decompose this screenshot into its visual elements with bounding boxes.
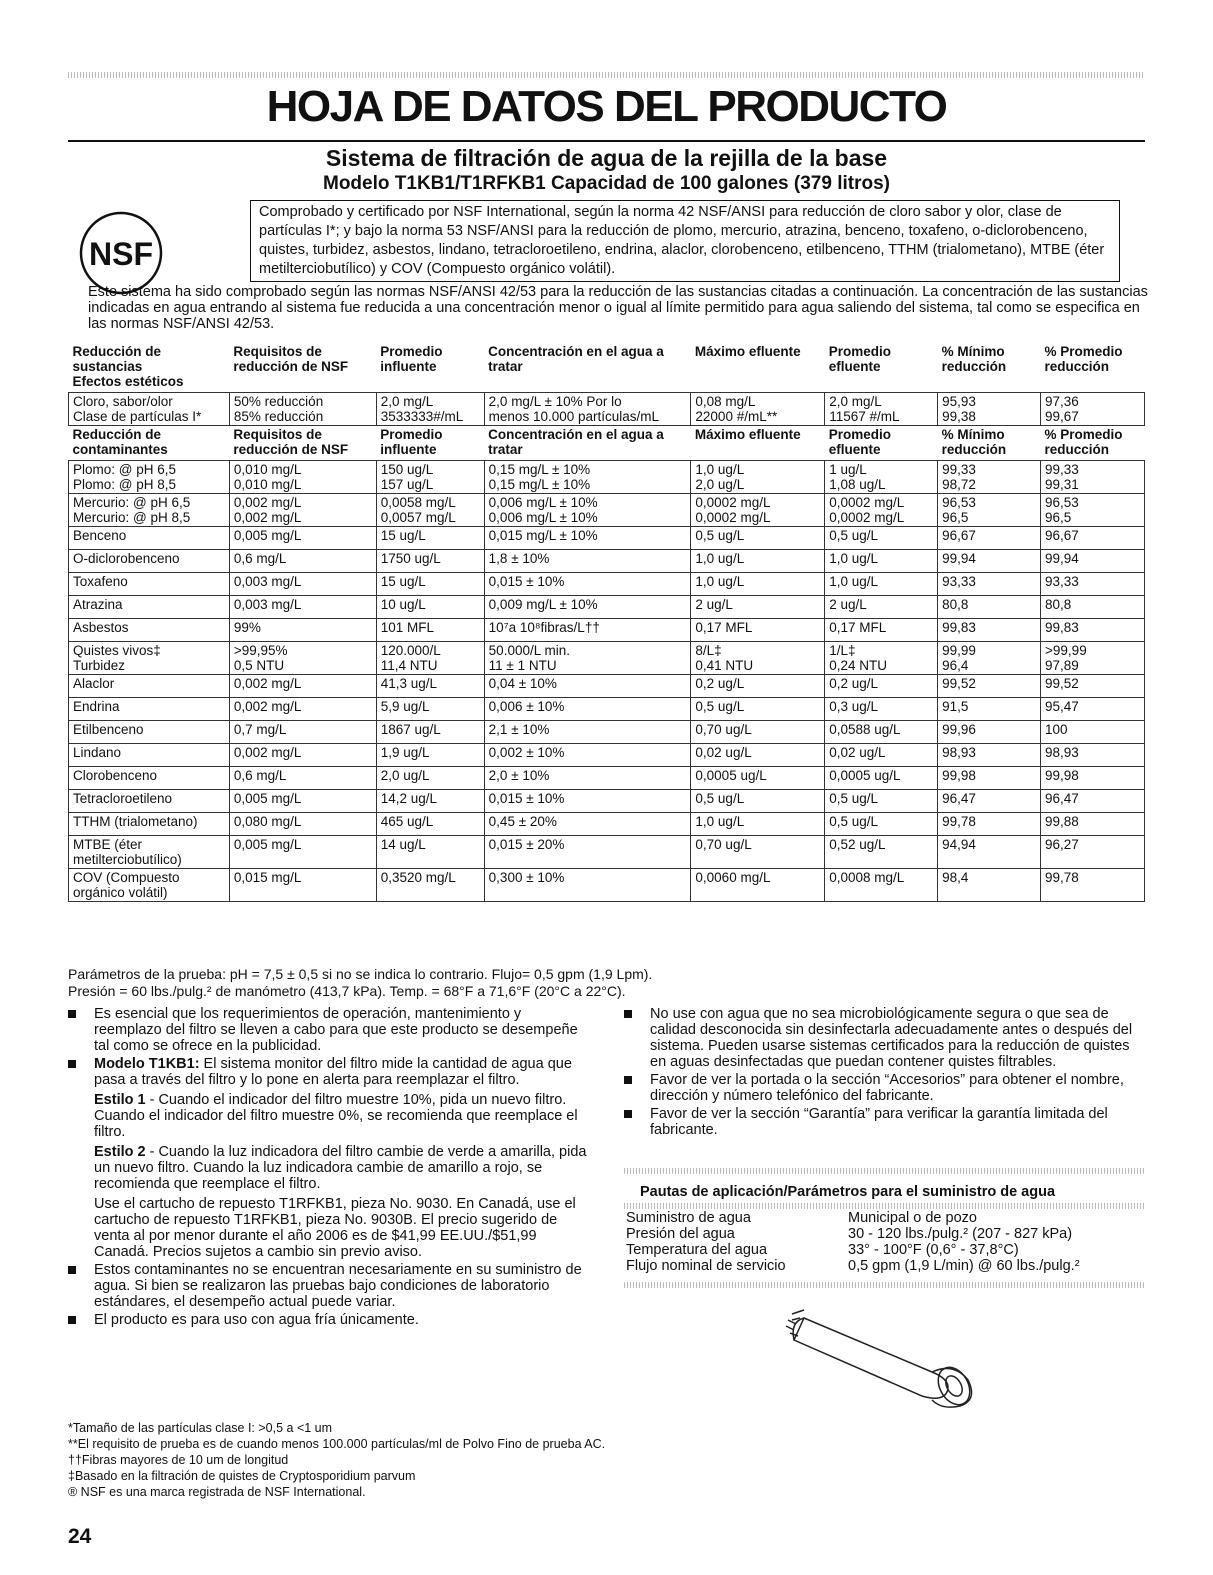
table-cell: 99% <box>229 619 376 642</box>
table-cell: 150 ug/L 157 ug/L <box>376 461 484 494</box>
params-line-1: Parámetros de la prueba: pH = 7,5 ± 0,5 si no se indica lo contrario. Flujo= 0,5 gpm (1,9 Lpm). <box>68 966 653 982</box>
list-item: Estos contaminantes no se encuentran necesariamente en su suministro de agua. Si bien se realizaron las pruebas bajo condiciones de laboratorio estándares, el desempeño actual puede variar. <box>68 1262 588 1310</box>
footnote: ® NSF es una marca registrada de NSF International. <box>68 1485 366 1499</box>
table-row <box>69 494 1145 527</box>
table-cell: 0,3 ug/L <box>825 698 938 721</box>
table-cell: 101 MFL <box>376 619 484 642</box>
table-cell: 95,93 99,38 <box>938 393 1041 426</box>
table-cell: Alaclor <box>69 675 230 698</box>
table-row: Flujo nominal de servicio 0,5 gpm (1,9 L/min) @ 60 lbs./pulg.² <box>626 1258 1080 1274</box>
table-cell: 96,47 <box>1041 790 1145 813</box>
table-cell: 0,52 ug/L <box>825 836 938 869</box>
table-cell: 2,0 ± 10% <box>484 767 691 790</box>
footnote: ‡Basado en la filtración de quistes de Cryptosporidium parvum <box>68 1469 416 1483</box>
list-item: Es esencial que los requerimientos de operación, mantenimiento y reemplazo del filtro se lleven a cabo para que este producto se desempeñe tal como se ofrece en la publicidad. <box>68 1006 588 1054</box>
table-cell: 98,93 <box>1041 744 1145 767</box>
table-cell: 99,83 <box>1041 619 1145 642</box>
list-item: Modelo T1KB1: El sistema monitor del filtro mide la cantidad de agua que pasa a través del filtro y lo pone en alerta para reemplazar el filtro. Estilo 1 - Cuando el indicador del filtro muestre 10%, pida un nuevo filtro. Cuando el indicador del filtro muestre 0%, se recomienda que reemplace el filtro. Estilo 2 - Cuando la luz indicadora del filtro cambie de verde a amarilla, pida un nuevo filtro. Cuando la luz indicadora cambie de amarillo a rojo, se recomienda que reemplace el filtro. Use el cartucho de repuesto T1RFKB1, pieza No. 9030. En Canadá, use el cartucho de repuesto T1RFKB1, pieza No. 9030B. El precio sugerido de venta al por menor durante el año 2006 es de $41,99 EE.UU./$51,99 Canadá. Precios sujetos a cambio sin previo aviso. <box>68 1056 588 1260</box>
table-cell: 98,4 <box>938 869 1041 902</box>
table-header-row <box>69 426 1145 461</box>
table-row: Temperatura del agua 33° - 100°F (0,6° - 37,8°C) <box>626 1242 1019 1258</box>
list-item: El producto es para uso con agua fría únicamente. <box>68 1312 588 1328</box>
page-title: HOJA DE DATOS DEL PRODUCTO <box>266 82 947 131</box>
table-cell: 99,94 <box>938 550 1041 573</box>
table-cell: 1,0 ug/L <box>691 813 825 836</box>
table-row <box>69 790 1145 813</box>
table-cell: Benceno <box>69 527 230 550</box>
table-cell: 0,300 ± 10% <box>484 869 691 902</box>
table-cell: 0,5 ug/L <box>691 790 825 813</box>
table-cell: 0,003 mg/L <box>229 596 376 619</box>
table-row <box>69 836 1145 869</box>
column-header: Promedio influente <box>380 344 443 374</box>
table-cell: 120.000/L 11,4 NTU <box>376 642 484 675</box>
table-cell: 1,0 ug/L 2,0 ug/L <box>691 461 825 494</box>
table-cell: 10 ug/L <box>376 596 484 619</box>
table-cell: 0,70 ug/L <box>691 721 825 744</box>
table-cell: 2,0 mg/L ± 10% Por lo menos 10.000 partículas/mL <box>484 393 691 426</box>
table-cell: 0,002 mg/L <box>229 744 376 767</box>
table-cell: 5,9 ug/L <box>376 698 484 721</box>
table-cell: 0,17 MFL <box>825 619 938 642</box>
table-cell: 0,006 mg/L ± 10% 0,006 mg/L ± 10% <box>484 494 691 527</box>
table-cell: Clorobenceno <box>69 767 230 790</box>
table-cell: 0,5 ug/L <box>691 527 825 550</box>
table-cell: 96,67 <box>1041 527 1145 550</box>
table-cell: 1,9 ug/L <box>376 744 484 767</box>
column-header: Promedio efluente <box>828 427 891 457</box>
table-cell: 0,5 ug/L <box>825 790 938 813</box>
table-row: Presión del agua 30 - 120 lbs./pulg.² (207 - 827 kPa) <box>626 1226 1073 1242</box>
table-cell: 0,006 ± 10% <box>484 698 691 721</box>
left-notes <box>68 1006 588 1330</box>
table-cell: 0,015 mg/L <box>229 869 376 902</box>
table-cell: 0,005 mg/L <box>229 790 376 813</box>
table-cell: 0,005 mg/L <box>229 527 376 550</box>
table-cell: 0,015 mg/L ± 10% <box>484 527 691 550</box>
table-cell: 1 ug/L 1,08 ug/L <box>825 461 938 494</box>
title-rule <box>68 140 1145 142</box>
column-header: Promedio efluente <box>828 344 891 374</box>
table-cell: 0,3520 mg/L <box>376 869 484 902</box>
table-cell: 2,0 mg/L 3533333#/mL <box>376 393 484 426</box>
table-cell: 0,5 ug/L <box>825 813 938 836</box>
table-cell: Plomo: @ pH 6,5 Plomo: @ pH 8,5 <box>69 461 230 494</box>
replacement-note: Use el cartucho de repuesto T1RFKB1, pieza No. 9030. En Canadá, use el cartucho de repuesto T1RFKB1, pieza No. 9030B. El precio sugerido de venta al por menor durante el año 2006 es de $41,99 EE.UU./$51,99 Canadá. Precios sujetos a cambio sin previo aviso. <box>94 1196 576 1260</box>
table-row <box>69 813 1145 836</box>
footnotes <box>68 1420 605 1500</box>
table-cell: 0,010 mg/L 0,010 mg/L <box>229 461 376 494</box>
table-cell: 96,53 96,5 <box>938 494 1041 527</box>
column-header: Concentración en el agua a tratar <box>488 344 664 374</box>
table-row <box>69 550 1145 573</box>
column-header: % Mínimo reducción <box>941 344 1007 374</box>
table-cell: 0,02 ug/L <box>691 744 825 767</box>
table-cell: 99,78 <box>1041 869 1145 902</box>
nsf-logo-text: NSF <box>89 236 153 272</box>
column-header: Concentración en el agua a tratar <box>488 427 664 457</box>
table-cell: 465 ug/L <box>376 813 484 836</box>
table-cell: MTBE (éter metilterciobutílico) <box>69 836 230 869</box>
table-row <box>69 675 1145 698</box>
table-cell: 99,98 <box>938 767 1041 790</box>
table-cell: Atrazina <box>69 596 230 619</box>
table-cell: 0,0060 mg/L <box>691 869 825 902</box>
table-cell: 1867 ug/L <box>376 721 484 744</box>
table-cell: 0,0005 ug/L <box>825 767 938 790</box>
table-cell: 2 ug/L <box>825 596 938 619</box>
table-row <box>69 698 1145 721</box>
table-cell: 98,93 <box>938 744 1041 767</box>
table-cell: 0,002 mg/L 0,002 mg/L <box>229 494 376 527</box>
table-row <box>69 869 1145 902</box>
table-row <box>69 619 1145 642</box>
table-cell: 99,99 96,4 <box>938 642 1041 675</box>
system-title: Sistema de filtración de agua de la rejilla de la base <box>325 145 888 171</box>
table-cell: 41,3 ug/L <box>376 675 484 698</box>
table-cell: 0,002 mg/L <box>229 675 376 698</box>
list-item: Favor de ver la portada o la sección “Accesorios” para obtener el nombre, dirección y número telefónico del fabricante. <box>624 1072 1144 1104</box>
list-item: No use con agua que no sea microbiológicamente segura o que sea de calidad desconocida sin desinfectarla adecuadamente antes o después del sistema. Pueden usarse sistemas certificados para la reducción de quistes en aguas desinfectadas que puedan contener quistes filtrables. <box>624 1006 1144 1070</box>
table-cell: 93,33 <box>938 573 1041 596</box>
table-cell: 0,17 MFL <box>691 619 825 642</box>
table-row <box>69 393 1145 426</box>
table-cell: 1,0 ug/L <box>691 550 825 573</box>
table-cell: 1,0 ug/L <box>691 573 825 596</box>
table-cell: Tetracloroetileno <box>69 790 230 813</box>
performance-table <box>68 343 1145 902</box>
page-number: 24 <box>68 1525 92 1548</box>
list-item: Favor de ver la sección “Garantía” para verificar la garantía limitada del fabricante. <box>624 1106 1144 1138</box>
table-cell: 0,080 mg/L <box>229 813 376 836</box>
table-cell: 14,2 ug/L <box>376 790 484 813</box>
table-cell: 0,0588 ug/L <box>825 721 938 744</box>
column-header: % Promedio reducción <box>1044 427 1123 457</box>
table-cell: 100 <box>1041 721 1145 744</box>
column-header: Requisitos de reducción de NSF <box>233 427 349 457</box>
table-cell: 8/L‡ 0,41 NTU <box>691 642 825 675</box>
table-cell: 50% reducción 85% reducción <box>229 393 376 426</box>
table-row <box>69 721 1145 744</box>
table-cell: >99,99 97,89 <box>1041 642 1145 675</box>
table-row: Suministro de agua Municipal o de pozo <box>626 1210 977 1226</box>
table-cell: 0,002 ± 10% <box>484 744 691 767</box>
table-cell: 80,8 <box>938 596 1041 619</box>
table-cell: Quistes vivos‡ Turbidez <box>69 642 230 675</box>
table-cell: 0,2 ug/L <box>691 675 825 698</box>
table-cell: 0,6 mg/L <box>229 767 376 790</box>
table-cell: 0,6 mg/L <box>229 550 376 573</box>
footnote: **El requisito de prueba es de cuando menos 100.000 partículas/ml de Polvo Fino de prueba AC. <box>68 1437 606 1451</box>
table-cell: 99,78 <box>938 813 1041 836</box>
style-2-note: Estilo 2 - Cuando la luz indicadora del filtro cambie de verde a amarilla, pida un nuevo filtro. Cuando la luz indicadora cambie de amarillo a rojo, se recomienda que reemplace el filtro. <box>94 1144 587 1192</box>
table-cell: 99,33 98,72 <box>938 461 1041 494</box>
table-cell: 0,08 mg/L 22000 #/mL** <box>691 393 825 426</box>
table-cell: 0,009 mg/L ± 10% <box>484 596 691 619</box>
guidelines-bottom-rule <box>624 1282 1145 1288</box>
table-cell: Mercurio: @ pH 6,5 Mercurio: @ pH 8,5 <box>69 494 230 527</box>
table-cell: 0,002 mg/L <box>229 698 376 721</box>
test-parameters <box>68 966 1148 1000</box>
column-header: Máximo efluente <box>694 427 801 442</box>
table-cell: 1,0 ug/L <box>825 550 938 573</box>
column-header: Máximo efluente <box>694 344 801 359</box>
table-cell: 96,67 <box>938 527 1041 550</box>
table-cell: 2,0 mg/L 11567 #/mL <box>825 393 938 426</box>
table-cell: >99,95% 0,5 NTU <box>229 642 376 675</box>
table-cell: 0,015 ± 10% <box>484 790 691 813</box>
footnote: ††Fibras mayores de 10 um de longitud <box>68 1453 289 1467</box>
table-cell: 0,5 ug/L <box>825 527 938 550</box>
table-cell: 0,70 ug/L <box>691 836 825 869</box>
params-line-2: Presión = 60 lbs./pulg.² de manómetro (413,7 kPa). Temp. = 68°F a 71,6°F (20°C a 22°C). <box>68 983 626 999</box>
table-cell: 99,98 <box>1041 767 1145 790</box>
table-cell: 15 ug/L <box>376 527 484 550</box>
table-cell: 93,33 <box>1041 573 1145 596</box>
guidelines-table <box>624 1210 1082 1274</box>
table-cell: 0,0005 ug/L <box>691 767 825 790</box>
table-cell: 99,94 <box>1041 550 1145 573</box>
table-cell: 1/L‡ 0,24 NTU <box>825 642 938 675</box>
table-cell: 0,0002 mg/L 0,0002 mg/L <box>691 494 825 527</box>
intro-paragraph: Este sistema ha sido comprobado según las normas NSF/ANSI 42/53 para la reducción de las sustancias citadas a continuación. La concentración de las sustancias indicadas en agua entrando al sistema fue reducida a una concentración menor o igual al límite permitido para agua saliendo del sistema, tal como se especifica en las normas NSF/ANSI 42/53. <box>88 284 1148 332</box>
table-cell: 0,04 ± 10% <box>484 675 691 698</box>
top-dotted-rule <box>68 72 1145 78</box>
table-cell: Asbestos <box>69 619 230 642</box>
column-header: Requisitos de reducción de NSF <box>233 344 349 374</box>
table-cell: 15 ug/L <box>376 573 484 596</box>
table-cell: TTHM (trialometano) <box>69 813 230 836</box>
column-header: % Mínimo reducción <box>941 427 1007 457</box>
table-cell: O-diclorobenceno <box>69 550 230 573</box>
table-cell: 94,94 <box>938 836 1041 869</box>
table-cell: 0,0058 mg/L 0,0057 mg/L <box>376 494 484 527</box>
table-cell: 99,33 99,31 <box>1041 461 1145 494</box>
certification-box: Comprobado y certificado por NSF International, según la norma 42 NSF/ANSI para reducción de cloro sabor y olor, clase de partículas I*; y bajo la norma 53 NSF/ANSI para la reducción de plomo, mercurio, atrazina, benceno, toxafeno, o-diclorobenceno, quistes, turbidez, asbestos, lindano, tetracloroetileno, endrina, alaclor, clorobenceno, etilbenceno, TTHM (trialometano), MTBE (éter metilterciobutílico) y COV (Compuesto orgánico volátil). <box>250 200 1120 282</box>
table-cell: 99,52 <box>1041 675 1145 698</box>
table-cell: 0,0008 mg/L <box>825 869 938 902</box>
table-cell: 0,15 mg/L ± 10% 0,15 mg/L ± 10% <box>484 461 691 494</box>
table-cell: 0,0002 mg/L 0,0002 mg/L <box>825 494 938 527</box>
table-cell: 0,015 ± 20% <box>484 836 691 869</box>
table-cell: Endrina <box>69 698 230 721</box>
table-cell: 2,0 ug/L <box>376 767 484 790</box>
guidelines-mid-rule <box>624 1203 1145 1209</box>
table-cell: 97,36 99,67 <box>1041 393 1145 426</box>
table-cell: COV (Compuesto orgánico volátil) <box>69 869 230 902</box>
table-cell: 99,83 <box>938 619 1041 642</box>
column-header: Promedio influente <box>380 427 443 457</box>
table-cell: 0,02 ug/L <box>825 744 938 767</box>
column-header: Reducción de contaminantes <box>72 427 168 457</box>
table-cell: Cloro, sabor/olor Clase de partículas I* <box>69 393 230 426</box>
table-cell: 14 ug/L <box>376 836 484 869</box>
table-cell: 1,8 ± 10% <box>484 550 691 573</box>
filter-cartridge-icon <box>782 1300 982 1410</box>
table-cell: 91,5 <box>938 698 1041 721</box>
table-row <box>69 573 1145 596</box>
table-cell: 99,52 <box>938 675 1041 698</box>
table-cell: 99,96 <box>938 721 1041 744</box>
table-cell: 0,45 ± 20% <box>484 813 691 836</box>
table-cell: 0,7 mg/L <box>229 721 376 744</box>
footnote: *Tamaño de las partículas clase I: >0,5 a <1 um <box>68 1421 333 1435</box>
guidelines-top-rule <box>624 1168 1145 1174</box>
table-row <box>69 744 1145 767</box>
table-cell: 99,88 <box>1041 813 1145 836</box>
table-cell: 50.000/L min. 11 ± 1 NTU <box>484 642 691 675</box>
table-cell: 80,8 <box>1041 596 1145 619</box>
table-cell: 0,015 ± 10% <box>484 573 691 596</box>
guidelines-title: Pautas de aplicación/Parámetros para el suministro de agua <box>640 1184 1056 1200</box>
table-cell: 96,27 <box>1041 836 1145 869</box>
model-line: Modelo T1KB1/T1RFKB1 Capacidad de 100 galones (379 litros) <box>323 173 890 194</box>
style-1-note: Estilo 1 - Cuando el indicador del filtro muestre 10%, pida un nuevo filtro. Cuando el indicador del filtro muestre 0%, se recomienda que reemplace el filtro. <box>94 1092 578 1140</box>
table-cell: 2 ug/L <box>691 596 825 619</box>
table-cell: 0,003 mg/L <box>229 573 376 596</box>
table-cell: 96,53 96,5 <box>1041 494 1145 527</box>
table-row <box>69 461 1145 494</box>
table-cell: 0,2 ug/L <box>825 675 938 698</box>
right-notes <box>624 1006 1144 1140</box>
table-row <box>69 596 1145 619</box>
table-cell: 1,0 ug/L <box>825 573 938 596</box>
table-cell: Toxafeno <box>69 573 230 596</box>
table-cell: 0,005 mg/L <box>229 836 376 869</box>
table-cell: 10⁷a 10⁸fibras/L†† <box>484 619 691 642</box>
table-cell: Etilbenceno <box>69 721 230 744</box>
table-cell: 2,1 ± 10% <box>484 721 691 744</box>
table-cell: 96,47 <box>938 790 1041 813</box>
table-cell: 0,5 ug/L <box>691 698 825 721</box>
table-cell: Lindano <box>69 744 230 767</box>
table-row <box>69 767 1145 790</box>
table-row <box>69 642 1145 675</box>
column-header: % Promedio reducción <box>1044 344 1123 374</box>
table-row <box>69 527 1145 550</box>
table-header-row <box>69 343 1145 393</box>
table-cell: 1750 ug/L <box>376 550 484 573</box>
column-header: Reducción de sustancias Efectos estéticos <box>72 344 184 389</box>
table-cell: 95,47 <box>1041 698 1145 721</box>
